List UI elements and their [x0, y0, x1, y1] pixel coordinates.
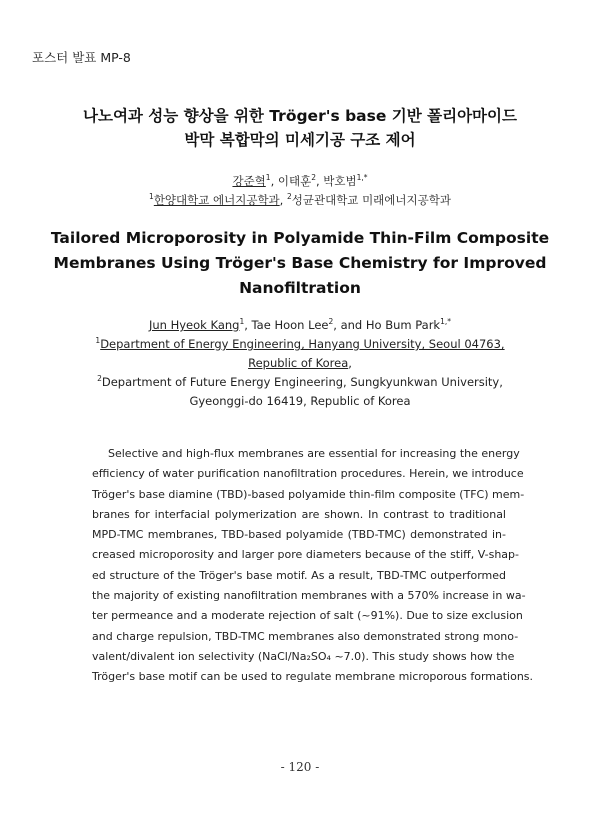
- korean-author-block: [0, 172, 600, 210]
- english-author-block: [0, 316, 600, 411]
- author-affiliation-mark: 2: [328, 317, 334, 326]
- abstract-line: Selective and high-flux membranes are essential for increasing the energy: [108, 447, 520, 460]
- english-title-line-3: Nanofiltration: [239, 279, 361, 297]
- abstract-line: MPD-TMC membranes, TBD-based polyamide (TBD-TMC) demonstrated in-: [92, 528, 506, 542]
- abstract-line: Tröger's base motif can be used to regulate membrane microporous formations.: [92, 670, 534, 684]
- english-affiliation-2-cont: Gyeonggi-do 16419, Republic of Korea: [189, 394, 411, 408]
- abstract-line: creased microporosity and larger pore diameters because of the stiff, V-shap-: [92, 548, 519, 562]
- english-affiliation-2: [0, 373, 600, 392]
- korean-affiliation-1: 한양대학교 에너지공학과: [153, 193, 280, 207]
- author-affiliation-mark: 1: [239, 317, 245, 326]
- author-affiliation-mark: 1: [265, 173, 271, 182]
- abstract: [92, 444, 534, 688]
- affiliation-1-end: ,: [348, 356, 352, 370]
- affiliation-mark: 2: [97, 374, 102, 383]
- korean-title-line-2: 박막 복합막의 미세기공 구조 제어: [184, 131, 416, 149]
- abstract-line: ed structure of the Tröger's base motif. As a result, TBD-TMC outperformed: [92, 568, 506, 582]
- english-title-line-1: Tailored Microporosity in Polyamide Thin-Film Composite: [50, 229, 550, 247]
- page-number: - 120 -: [280, 760, 320, 774]
- affiliation-mark: 1: [149, 192, 154, 201]
- korean-author-2: , 이태훈: [270, 174, 312, 188]
- korean-affiliations: [0, 191, 600, 210]
- session-label: 포스터 발표 MP-8: [32, 50, 131, 65]
- abstract-line: efficiency of water purification nanofiltration procedures. Herein, we introduce: [92, 467, 524, 481]
- korean-title-line-1: 나노여과 성능 향상을 위한 Tröger's base 기반 폴리아마이드: [83, 107, 517, 125]
- abstract-line: valent/divalent ion selectivity (NaCl/Na₂SO₄ ~7.0). This study shows how the: [92, 649, 515, 663]
- affiliation-mark: 2: [286, 192, 292, 201]
- english-title-line-2: Membranes Using Tröger's Base Chemistry for Improved: [53, 254, 547, 272]
- english-presenting-author: Jun Hyeok Kang: [148, 318, 240, 332]
- english-affiliation-1: [0, 335, 600, 354]
- affiliation-separator: ,: [279, 193, 287, 207]
- affiliation-2-line-1: Department of Future Energy Engineering, Sungkyunkwan University,: [101, 375, 503, 389]
- author-affiliation-mark: 1,*: [356, 173, 368, 182]
- korean-affiliation-2: 성균관대학교 미래에너지공학과: [291, 193, 451, 207]
- affiliation-1-line-2: Republic of Korea: [248, 356, 349, 370]
- korean-title: [0, 104, 600, 152]
- author-affiliation-mark: 2: [311, 173, 316, 182]
- english-title: [0, 226, 600, 301]
- author-affiliation-mark: 1,*: [440, 317, 452, 326]
- abstract-line: ter permeance and a moderate rejection of salt (~91%). Due to size exclusion: [92, 609, 523, 623]
- english-author-2: , Tae Hoon Lee: [244, 318, 329, 332]
- affiliation-mark: 1: [95, 336, 101, 345]
- abstract-line: Tröger's base diamine (TBD)-based polyamide thin-film composite (TFC) mem-: [92, 487, 525, 501]
- abstract-line: the majority of existing nanofiltration membranes with a 570% increase in wa-: [92, 589, 526, 603]
- abstract-line: and charge repulsion, TBD-TMC membranes also demonstrated strong mono-: [92, 629, 519, 643]
- affiliation-1-line-1: Department of Energy Engineering, Hanyang University, Seoul 04763,: [100, 337, 505, 351]
- english-affiliation-1-cont: [0, 354, 600, 373]
- korean-authors: [0, 172, 600, 191]
- english-authors: [0, 316, 600, 335]
- korean-author-3: , 박호범: [315, 174, 357, 188]
- english-author-3: , and Ho Bum Park: [333, 318, 441, 332]
- abstract-line: branes for interfacial polymerization are shown. In contrast to traditional: [92, 507, 506, 521]
- korean-presenting-author: 강준혁: [232, 174, 266, 188]
